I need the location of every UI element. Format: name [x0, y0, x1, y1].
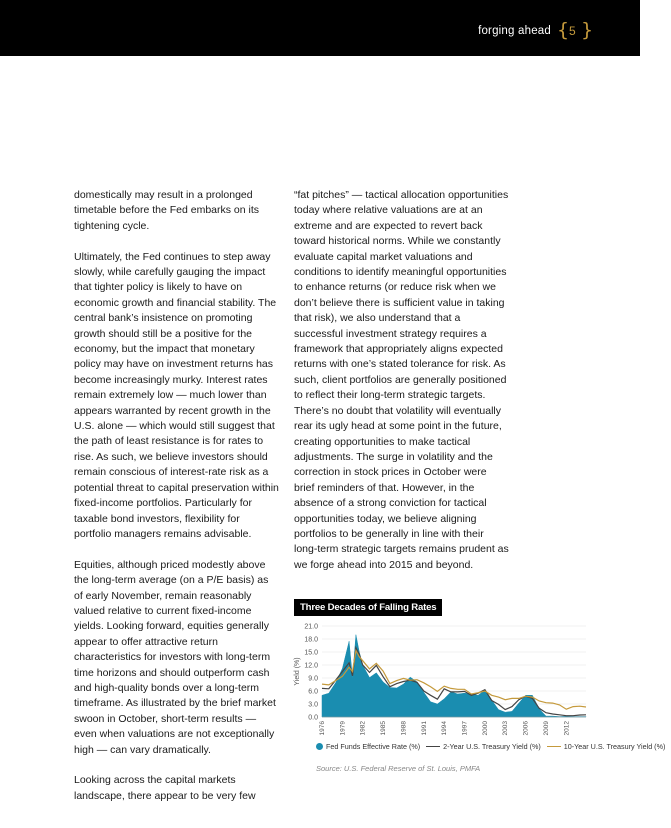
legend-line-icon: [547, 746, 561, 748]
fed-funds-area: [322, 635, 586, 717]
right-column: [294, 188, 509, 589]
y-axis-label: Yield (%): [294, 657, 301, 686]
x-tick-label: 2000: [481, 721, 489, 736]
paragraph: Ultimately, the Fed continues to step away slowly, while carefully gauging the impact that tighter policy is likely to have on economic growth and financial stability. The central bank’s insistence on promoting growth should still be a positive for the economy, but the impact that monetary policy may have on investment returns has become increasingly murky. Interest rates remain extremely low — much lower than appears warranted by recent growth in the U.S. alone — which would still suggest that the path of least resistance is for rates to rise. As such, we believe investors should remain conscious of interest-rate risk as a potential threat to capital preservation within fixed-income portfolios. Particularly for taxable bond investors, flexibility for portfolio managers remains advisable.: [74, 250, 279, 540]
legend-line-icon: [426, 746, 440, 748]
legend-label: Fed Funds Effective Rate (%): [326, 742, 421, 751]
paragraph: domestically may result in a prolonged timetable before the Fed embarks on its tightening cycle.: [74, 189, 260, 232]
x-tick-label: 1976: [319, 721, 326, 736]
x-tick-label: 1997: [461, 721, 469, 736]
chart-source: Source: U.S. Federal Reserve of St. Louis, PMFA: [316, 764, 481, 773]
legend-label: 10-Year U.S. Treasury Yield (%): [563, 742, 666, 751]
close-brace-icon: }: [581, 19, 594, 41]
page-number: 5: [569, 24, 576, 38]
y-tick-label: 3.0: [308, 701, 318, 709]
chart-legend: [316, 742, 671, 751]
x-tick-label: 2009: [542, 721, 550, 736]
legend-item-2yr: [426, 742, 541, 751]
legend-label: 2-Year U.S. Treasury Yield (%): [443, 742, 541, 751]
x-tick-label: 1982: [359, 721, 367, 736]
legend-dot-icon: [316, 743, 323, 750]
y-tick-label: 15.0: [304, 649, 318, 657]
x-tick-label: 2003: [502, 721, 510, 736]
x-tick-label: 1994: [441, 721, 449, 736]
y-tick-label: 6.0: [308, 688, 318, 696]
y-tick-label: 12.0: [304, 662, 318, 670]
paragraph: Looking across the capital markets landscape, there appear to be very few: [74, 774, 256, 802]
x-tick-label: 1988: [400, 721, 408, 736]
rates-chart: [288, 618, 598, 742]
x-tick-label: 1991: [420, 721, 428, 736]
legend-item-fed-funds: [316, 742, 420, 751]
paragraph: Equities, although priced modestly above the long-term average (on a P/E basis) as of early November, remain reasonably valued relative to current fixed-income yields. Looking forward, equities generally appear to offer attractive return characteristics for investors with long-term time horizons and should outperform cash and high-quality bonds over a long-term timeframe. As illustrated by the brief market swoon in October, short-term results — even when valuations are not exceptionally high — can vary dramatically.: [74, 558, 276, 756]
y-tick-label: 21.0: [304, 623, 318, 631]
open-brace-icon: {: [557, 19, 570, 41]
y-tick-label: 18.0: [304, 636, 318, 644]
y-tick-label: 0.0: [308, 714, 318, 722]
section-title: forging ahead: [478, 25, 551, 37]
x-tick-label: 1985: [380, 721, 388, 736]
paragraph: “fat pitches” — tactical allocation opportunities today where relative valuations are at an extreme and are expected to revert back toward historical norms. While we constantly evaluate capital market valuations and conditions to identify meaningful opportunities to enhance returns (or reduce risk when we don’t believe there is sufficient value in taking that risk), we also understand that a successful investment strategy requires a framework that appropriately aligns expected returns with one’s stated tolerance for risk. As such, client portfolios are generally positioned to reflect their long-term strategic targets. There’s no doubt that volatility will eventually rear its ugly head at some point in the future, creating opportunities to make tactical adjustments. The surge in volatility and the correction in stock prices in October were brief reminders of that. However, in the absence of a strong conviction for tactical opportunities today, we believe aligning portfolios to be generally in line with their long-term strategic targets remains prudent as we forge ahead into 2015 and beyond.: [294, 189, 509, 571]
x-tick-label: 2006: [522, 721, 530, 736]
legend-item-10yr: [547, 742, 666, 751]
chart-title: Three Decades of Falling Rates: [294, 599, 442, 616]
y-tick-label: 9.0: [308, 675, 318, 683]
left-column: [74, 188, 280, 820]
x-tick-label: 1979: [339, 721, 347, 736]
x-tick-label: 2012: [563, 721, 571, 736]
page-header: [0, 0, 640, 56]
